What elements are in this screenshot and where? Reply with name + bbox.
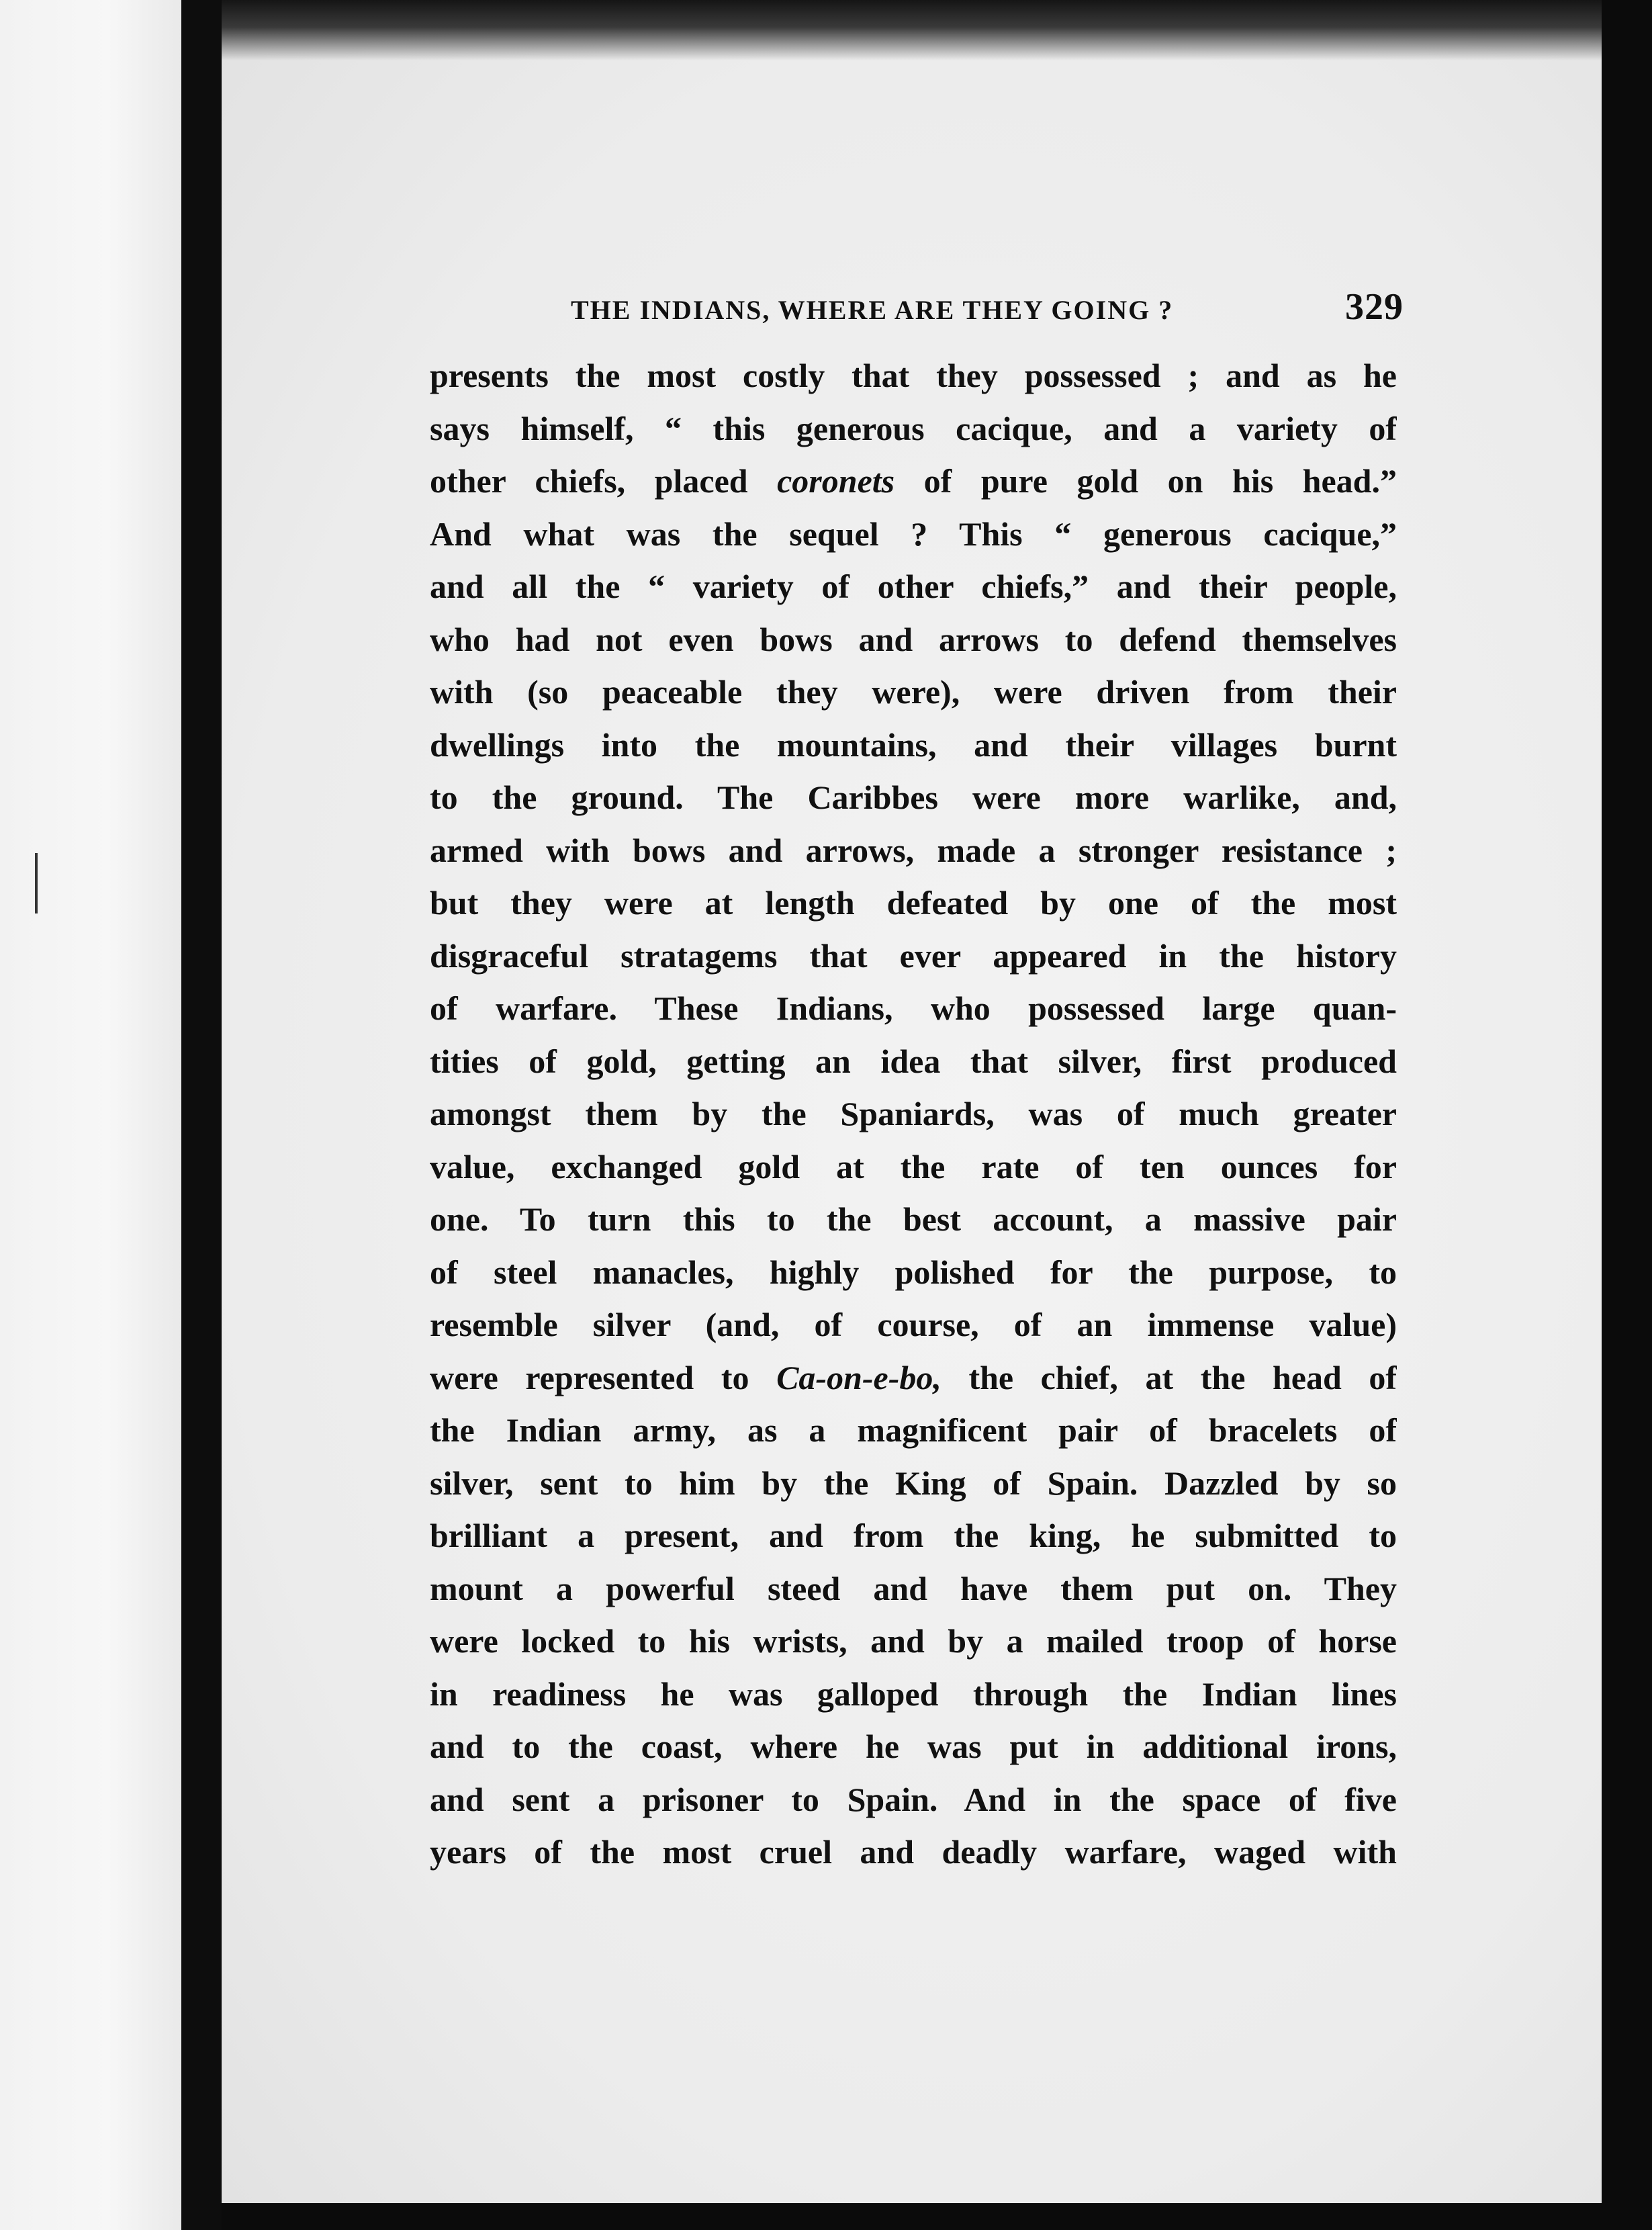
- text-line: were locked to his wrists, and by a mailed troop of horse: [430, 1622, 1397, 1660]
- left-page-edge: [0, 0, 181, 2230]
- body-text: [430, 349, 1397, 1879]
- text-line: of steel manacles, highly polished for the purpose, to: [430, 1253, 1397, 1291]
- text-line: mount a powerful steed and have them put on. They: [430, 1569, 1397, 1607]
- text-line: value, exchanged gold at the rate of ten ounces for: [430, 1147, 1397, 1186]
- running-header-title: THE INDIANS, WHERE ARE THEY GOING ?: [571, 295, 1174, 325]
- text-line: and sent a prisoner to Spain. And in the space of five: [430, 1780, 1397, 1818]
- text-line: and to the coast, where he was put in additional irons,: [430, 1728, 1397, 1765]
- text-line: but they were at length defeated by one of the most: [430, 884, 1397, 922]
- bottom-edge-border: [222, 2203, 1652, 2230]
- left-page-mark: [35, 853, 38, 913]
- text-line: of warfare. These Indians, who possessed large quan-: [430, 989, 1397, 1027]
- text-line: to the ground. The Caribbes were more warlike, and,: [430, 778, 1397, 816]
- right-edge-border: [1602, 0, 1652, 2230]
- text-line: presents the most costly that they possessed ; and as he: [430, 357, 1397, 394]
- text-line: amongst them by the Spaniards, was of much greater: [430, 1095, 1397, 1132]
- text-line: were represented to Ca-on-e-bo, the chief, at the head of: [430, 1358, 1397, 1396]
- text-line: silver, sent to him by the King of Spain. Dazzled by so: [430, 1464, 1397, 1502]
- text-line: dwellings into the mountains, and their villages burnt: [430, 725, 1397, 764]
- text-line: years of the most cruel and deadly warfare, waged with: [430, 1833, 1397, 1871]
- text-line: who had not even bows and arrows to defend themselves: [430, 620, 1397, 658]
- text-line: with (so peaceable they were), were driven from their: [430, 673, 1397, 711]
- text-line: resemble silver (and, of course, of an immense value): [430, 1306, 1397, 1343]
- text-line: tities of gold, getting an idea that silver, first produced: [430, 1042, 1397, 1080]
- text-line: And what was the sequel ? This “ generous cacique,”: [430, 515, 1397, 553]
- text-line: brilliant a present, and from the king, he submitted to: [430, 1517, 1397, 1554]
- text-line: one. To turn this to the best account, a massive pair: [430, 1200, 1397, 1238]
- top-edge-shadow: [222, 0, 1652, 60]
- text-line: disgraceful stratagems that ever appeared in the history: [430, 936, 1397, 975]
- running-header: [437, 285, 1404, 339]
- text-line: and all the “ variety of other chiefs,” and their people,: [430, 568, 1397, 605]
- text-line: other chiefs, placed coronets of pure gold on his head.”: [430, 462, 1397, 500]
- book-gutter: [181, 0, 222, 2230]
- text-line: the Indian army, as a magnificent pair of bracelets of: [430, 1411, 1397, 1449]
- text-line: says himself, “ this generous cacique, and a variety of: [430, 409, 1397, 447]
- text-line: in readiness he was galloped through the Indian lines: [430, 1675, 1397, 1713]
- text-line: armed with bows and arrows, made a stronger resistance ;: [430, 831, 1397, 869]
- page-number: 329: [1345, 286, 1404, 328]
